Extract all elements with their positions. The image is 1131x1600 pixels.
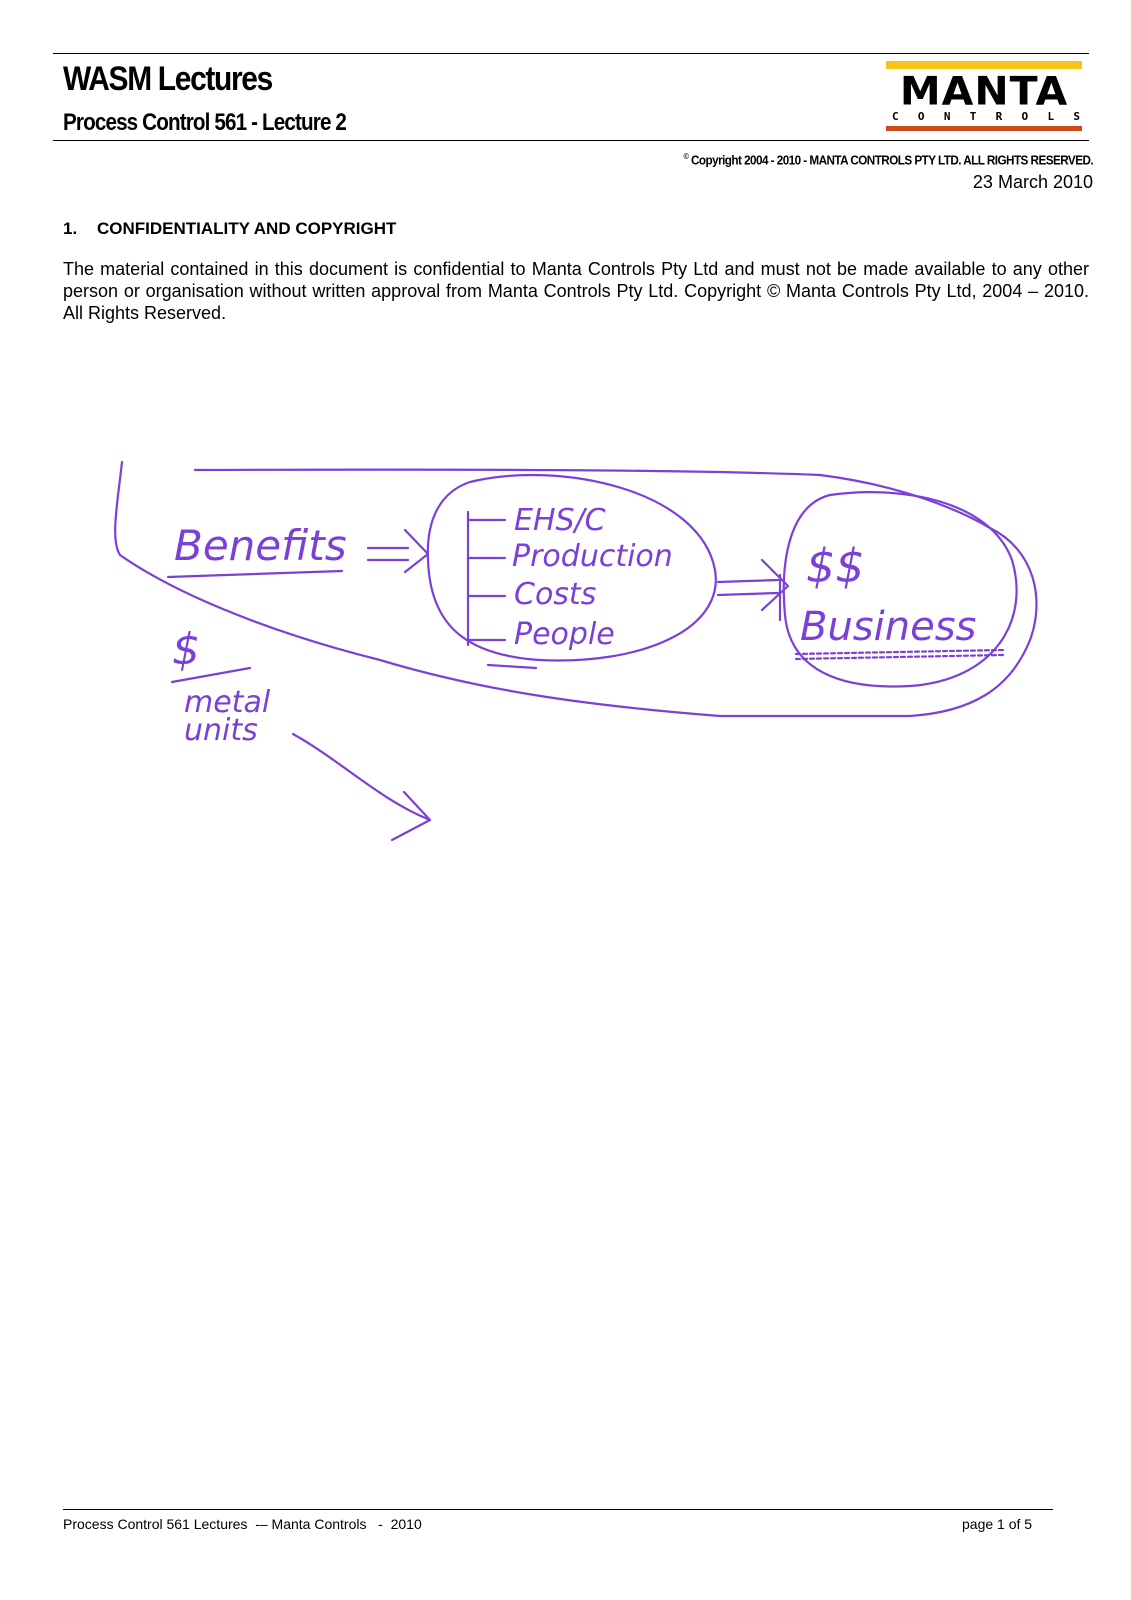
logo-letter: N [943, 110, 951, 123]
sketch-dollar-single: $ [172, 624, 200, 675]
curved-arrow [293, 734, 430, 840]
logo-letter: O [1021, 110, 1029, 123]
section-heading [63, 219, 396, 239]
logo-letter: T [969, 110, 977, 123]
logo-letter: S [1073, 110, 1080, 123]
dollar-underline [172, 668, 250, 682]
copyright-text: Copyright 2004 - 2010 - MANTA CONTROLS PTY LTD. ALL RIGHTS RESERVED. [690, 152, 1093, 168]
business-underline [796, 650, 1003, 659]
header-top-rule [53, 53, 1089, 54]
cluster-ellipse-right [784, 492, 1017, 686]
sketch-item-production: Production [512, 539, 673, 574]
outer-loop-stroke [115, 462, 1036, 716]
document-title: WASM Lectures [63, 60, 272, 98]
logo-subtitle [892, 110, 1080, 123]
document-date: 23 March 2010 [972, 172, 1093, 192]
sketch-item-ehsc: EHS/C [514, 503, 606, 538]
footer-rule [63, 1509, 1053, 1510]
logo-red-bar [886, 126, 1082, 131]
cluster-ellipse-left [428, 475, 716, 660]
list-bracket [468, 512, 536, 668]
sketch-item-people: People [514, 617, 615, 652]
document-subtitle: Process Control 561 - Lecture 2 [63, 109, 347, 136]
sketch-benefits: Benefits [174, 521, 347, 570]
header-bottom-rule [53, 140, 1089, 141]
confidentiality-paragraph: The material contained in this document is confidential to Manta Controls Pty Ltd and must not be made available to any other person or organisation without written approval from Manta Controls Pty Ltd. Copyright © Manta Controls Pty Ltd, 2004 – 2010. All Rights Reserved. [63, 259, 1089, 323]
logo-letter: C [892, 110, 899, 123]
logo-letter: R [995, 110, 1003, 123]
logo-word: MANTA [899, 68, 1069, 114]
section-title: CONFIDENTIALITY AND COPYRIGHT [97, 219, 397, 238]
sketch-item-costs: Costs [514, 577, 597, 612]
sketch-metal: metal [184, 685, 271, 720]
copyright-symbol: © [683, 152, 689, 161]
sketch-business: Business [800, 604, 977, 650]
section-number: 1. [63, 219, 78, 238]
double-arrow [368, 530, 428, 572]
logo-letter: L [1047, 110, 1055, 123]
manta-controls-logo [886, 58, 1082, 136]
benefits-underline [168, 571, 342, 577]
footer-text: Process Control 561 Lectures -– Manta Controls - 2010 [63, 1516, 422, 1532]
sketch-dollars: $$ [806, 539, 865, 593]
page-number: page 1 of 5 [962, 1516, 1033, 1532]
arrow-to-business [718, 560, 788, 620]
copyright-notice [683, 152, 1093, 167]
logo-letter: O [917, 110, 925, 123]
sketch-units: units [184, 713, 258, 748]
